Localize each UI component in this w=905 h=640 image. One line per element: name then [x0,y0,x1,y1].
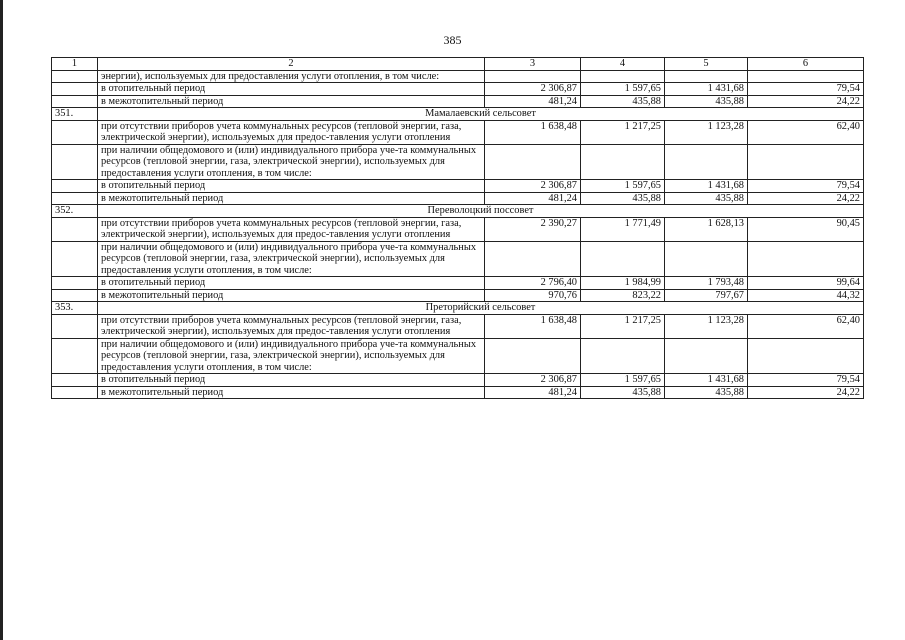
value-col-3 [485,241,581,277]
value-col-5: 435,88 [665,95,748,108]
value-col-4: 435,88 [581,95,665,108]
table-row [52,374,864,387]
row-number-cell [52,289,98,302]
row-number-cell [52,144,98,180]
header-col-1: 1 [52,58,98,71]
group-title: Мамалаевский сельсовет [98,108,864,121]
value-col-6 [748,241,864,277]
value-col-4: 1 771,49 [581,217,665,241]
value-col-6: 44,32 [748,289,864,302]
row-description: при наличии общедомового и (или) индивидуального прибора уче-та коммунальных ресурсов (тепловой энергии, газа, электрической энергии), используемых для предоставления услуги отопления, в том числе: [98,144,485,180]
value-col-5: 797,67 [665,289,748,302]
value-col-3 [485,70,581,83]
group-row [52,108,864,121]
header-col-5: 5 [665,58,748,71]
value-col-5: 1 123,28 [665,314,748,338]
row-number-cell [52,277,98,290]
value-col-4: 1 597,65 [581,180,665,193]
row-number-cell [52,70,98,83]
value-col-5: 435,88 [665,192,748,205]
value-col-5: 1 431,68 [665,374,748,387]
value-col-6: 62,40 [748,120,864,144]
row-number-cell [52,314,98,338]
value-col-5 [665,144,748,180]
value-col-3: 481,24 [485,386,581,399]
row-description: при наличии общедомового и (или) индивидуального прибора уче-та коммунальных ресурсов (тепловой энергии, газа, электрической энергии), используемых для предоставления услуги отопления, в том числе: [98,338,485,374]
value-col-4: 1 984,99 [581,277,665,290]
row-description: в межотопительный период [98,192,485,205]
value-col-3: 481,24 [485,192,581,205]
row-description: в межотопительный период [98,386,485,399]
value-col-4: 435,88 [581,192,665,205]
row-number-cell [52,241,98,277]
value-col-6: 24,22 [748,192,864,205]
table-row [52,70,864,83]
value-col-5: 1 793,48 [665,277,748,290]
value-col-3: 2 390,27 [485,217,581,241]
value-col-3: 2 306,87 [485,83,581,96]
value-col-3: 481,24 [485,95,581,108]
row-description: энергии), используемых для предоставления услуги отопления, в том числе: [98,70,485,83]
group-number: 352. [52,205,98,218]
group-title: Переволоцкий поссовет [98,205,864,218]
header-col-4: 4 [581,58,665,71]
table-row [52,180,864,193]
row-number-cell [52,386,98,399]
scan-left-edge [0,0,3,640]
group-number: 353. [52,302,98,315]
value-col-5: 1 628,13 [665,217,748,241]
value-col-6: 24,22 [748,95,864,108]
value-col-6: 79,54 [748,374,864,387]
value-col-3: 2 796,40 [485,277,581,290]
value-col-3: 1 638,48 [485,314,581,338]
value-col-4: 1 217,25 [581,120,665,144]
table-row [52,314,864,338]
value-col-5 [665,241,748,277]
table-row [52,192,864,205]
row-description: при отсутствии приборов учета коммунальных ресурсов (тепловой энергии, газа, электрической энергии), используемых для предос-тавления услуги отопления [98,217,485,241]
value-col-6 [748,144,864,180]
row-description: в межотопительный период [98,289,485,302]
value-col-3: 1 638,48 [485,120,581,144]
value-col-5 [665,338,748,374]
value-col-3 [485,144,581,180]
row-description: при отсутствии приборов учета коммунальных ресурсов (тепловой энергии, газа, электрической энергии), используемых для предос-тавления услуги отопления [98,120,485,144]
value-col-5: 1 431,68 [665,180,748,193]
table-header-row [52,58,864,71]
row-description: в отопительный период [98,277,485,290]
table-row [52,241,864,277]
value-col-6: 79,54 [748,180,864,193]
table-row [52,338,864,374]
value-col-3: 970,76 [485,289,581,302]
row-number-cell [52,374,98,387]
value-col-3 [485,338,581,374]
value-col-6: 79,54 [748,83,864,96]
value-col-6 [748,338,864,374]
table-row [52,289,864,302]
row-number-cell [52,192,98,205]
row-description: при наличии общедомового и (или) индивидуального прибора уче-та коммунальных ресурсов (тепловой энергии, газа, электрической энергии), используемых для предоставления услуги отопления, в том числе: [98,241,485,277]
value-col-4 [581,241,665,277]
value-col-3: 2 306,87 [485,374,581,387]
value-col-4 [581,338,665,374]
group-row [52,302,864,315]
group-title: Преторийский сельсовет [98,302,864,315]
header-col-2: 2 [98,58,485,71]
group-number: 351. [52,108,98,121]
value-col-4: 435,88 [581,386,665,399]
value-col-5: 1 431,68 [665,83,748,96]
row-description: в отопительный период [98,180,485,193]
row-number-cell [52,180,98,193]
row-number-cell [52,338,98,374]
value-col-4: 823,22 [581,289,665,302]
table-row [52,277,864,290]
table-row [52,120,864,144]
value-col-4: 1 597,65 [581,83,665,96]
tariff-table [51,57,864,399]
row-number-cell [52,120,98,144]
row-description: в отопительный период [98,83,485,96]
value-col-4 [581,70,665,83]
value-col-6: 24,22 [748,386,864,399]
value-col-6: 99,64 [748,277,864,290]
table-row [52,386,864,399]
row-number-cell [52,217,98,241]
group-row [52,205,864,218]
value-col-3: 2 306,87 [485,180,581,193]
row-description: в отопительный период [98,374,485,387]
table-row [52,95,864,108]
value-col-6: 90,45 [748,217,864,241]
value-col-5: 435,88 [665,386,748,399]
row-description: при отсутствии приборов учета коммунальных ресурсов (тепловой энергии, газа, электрической энергии), используемых для предос-тавления услуги отопления [98,314,485,338]
value-col-4 [581,144,665,180]
value-col-6: 62,40 [748,314,864,338]
row-number-cell [52,83,98,96]
header-col-3: 3 [485,58,581,71]
row-description: в межотопительный период [98,95,485,108]
value-col-5: 1 123,28 [665,120,748,144]
value-col-4: 1 597,65 [581,374,665,387]
table-row [52,83,864,96]
header-col-6: 6 [748,58,864,71]
row-number-cell [52,95,98,108]
value-col-5 [665,70,748,83]
page-number: 385 [443,33,462,47]
value-col-6 [748,70,864,83]
table-row [52,144,864,180]
table-row [52,217,864,241]
value-col-4: 1 217,25 [581,314,665,338]
